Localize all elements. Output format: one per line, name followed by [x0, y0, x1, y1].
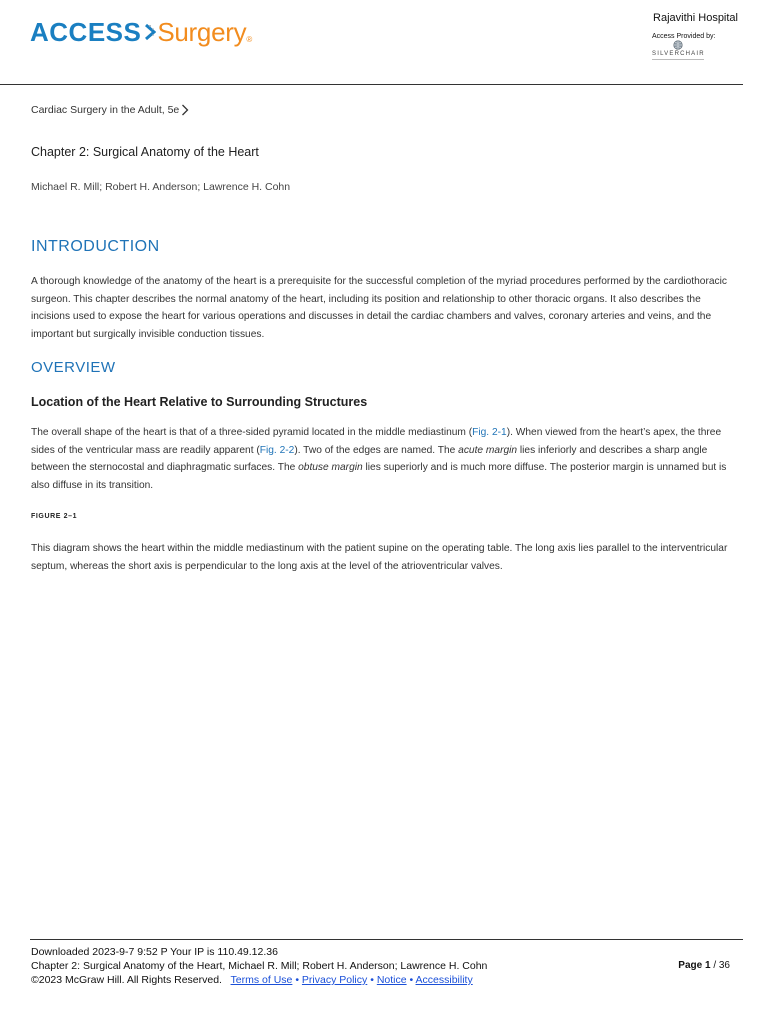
- privacy-policy-link[interactable]: Privacy Policy: [301, 974, 368, 986]
- page-header: [0, 0, 768, 86]
- page-separator: /: [713, 960, 717, 971]
- accessibility-link[interactable]: Accessibility: [415, 974, 473, 986]
- separator-bullet: •: [409, 974, 414, 986]
- terms-of-use-link[interactable]: Terms of Use: [230, 974, 293, 986]
- acute-margin-term: acute margin: [458, 444, 518, 456]
- logo-surgery-text: Surgery: [157, 16, 247, 47]
- breadcrumb-book-link[interactable]: Cardiac Surgery in the Adult, 5e: [31, 104, 180, 116]
- separator-bullet: •: [295, 974, 299, 986]
- page-total: 36: [718, 960, 730, 971]
- page-current: 1: [704, 960, 711, 971]
- footer-divider: [30, 939, 743, 940]
- location-subheading: Location of the Heart Relative to Surrounding Structures: [31, 395, 368, 409]
- chevron-right-icon: [181, 104, 189, 116]
- text-run: ). When viewed from the heart’s apex, the three sides of the ventricular mass are readily apparent (: [31, 427, 722, 456]
- overview-heading: OVERVIEW: [31, 359, 116, 376]
- text-run: lies inferiorly and describes a sharp angle between the sternocostal and diaphragmatic surfaces. The: [31, 444, 708, 473]
- text-run: The overall shape of the heart is that of a three-sided pyramid located in the middle mediastinum (: [31, 427, 473, 438]
- separator-bullet: •: [370, 974, 374, 986]
- page-label: Page: [678, 960, 703, 971]
- access-provided-label: Access Provided by:: [652, 33, 716, 40]
- introduction-heading: INTRODUCTION: [31, 238, 160, 255]
- silverchair-globe-icon: [673, 40, 683, 50]
- logo-chevron-icon: [144, 23, 156, 41]
- chapter-authors: Michael R. Mill; Robert H. Anderson; Lawrence H. Cohn: [31, 181, 291, 193]
- copyright-text: ©2023 McGraw Hill. All Rights Reserved.: [31, 974, 222, 986]
- figure-caption: This diagram shows the heart within the middle mediastinum with the patient supine on the operating table. The long axis lies parallel to the interventricular septum, whereas the short axis is perpendicular to the long axis at the level of the atrioventricular valves.: [31, 543, 728, 572]
- figure-label: FIGURE 2–1: [31, 513, 78, 520]
- page-indicator: [678, 960, 730, 971]
- hospital-name: Rajavithi Hospital: [653, 12, 738, 24]
- location-paragraph: [31, 424, 741, 494]
- introduction-paragraph: A thorough knowledge of the anatomy of the heart is a prerequisite for the successful completion of the myriad procedures performed by the cardiothoracic surgeon. This chapter describes the normal anatomy of the heart, including its position and relationship to other thoracic organs. It also describes the incisions used to expose the heart for various operations and discusses in detail the cardiac chambers and valves, coronary arteries and veins, and the important but surgically invisible conduction tissues.: [31, 276, 727, 340]
- silverchair-logo: [652, 40, 704, 60]
- access-surgery-logo[interactable]: [30, 10, 252, 54]
- fig-2-1-link[interactable]: Fig. 2-1: [472, 427, 507, 438]
- chapter-title: Chapter 2: Surgical Anatomy of the Heart: [31, 145, 259, 159]
- breadcrumb[interactable]: [31, 104, 741, 116]
- logo-access-text: ACCESS: [30, 16, 142, 47]
- citation-line: Chapter 2: Surgical Anatomy of the Heart, Michael R. Mill; Robert H. Anderson; Lawrence H. Cohn: [31, 960, 488, 972]
- silverchair-underline: [652, 59, 704, 60]
- notice-link[interactable]: Notice: [376, 974, 407, 986]
- text-run: ). Two of the edges are named. The: [294, 444, 459, 456]
- logo-trademark: ®: [246, 35, 253, 44]
- footer-links-line: [31, 973, 487, 987]
- download-info: Downloaded 2023-9-7 9:52 P Your IP is 110.49.12.36: [31, 946, 278, 958]
- obtuse-margin-term: obtuse margin: [298, 462, 363, 473]
- silverchair-text: SILVERCHAIR: [652, 51, 705, 57]
- fig-2-2-link[interactable]: Fig. 2-2: [259, 444, 295, 456]
- page-footer: [31, 945, 487, 987]
- header-divider: [0, 84, 743, 85]
- text-run: lies superiorly and is much more diffuse. The posterior margin is unnamed but is also diffuse in its transition.: [31, 462, 727, 491]
